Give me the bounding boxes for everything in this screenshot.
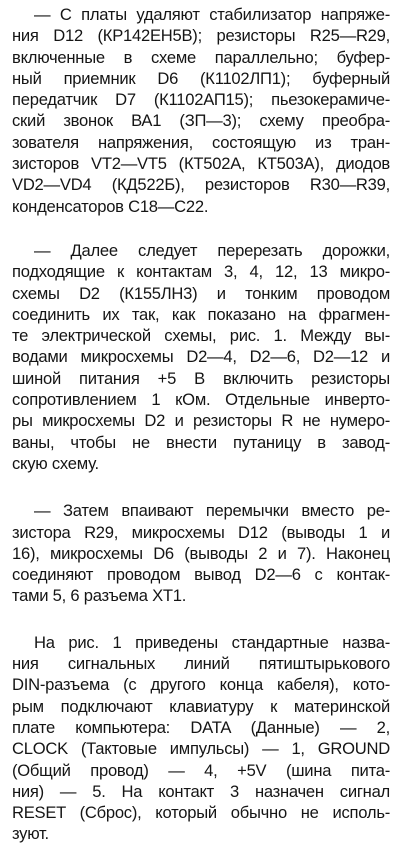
- text-line: ваны, чтобы не внести путаницу в завод-: [12, 432, 390, 452]
- text-line: конденсаторов С18—С22.: [12, 196, 209, 216]
- text-line: ский звонок ВА1 (ЗП—3); схему преобра-: [12, 111, 390, 131]
- paragraph-removed-components: [12, 4, 390, 217]
- article-page: [12, 4, 390, 845]
- text-line: те электрической схемы, рис. 1. Между вы-: [12, 326, 390, 346]
- paragraph-spacer: [12, 474, 390, 500]
- text-line: передатчик D7 (К1102АП15); пьезокерамиче-: [12, 90, 390, 110]
- text-line: (Общий провод) — 4, +5V (шина пита-: [12, 760, 390, 780]
- text-line: зователя напряжения, состоящую из тран-: [12, 132, 390, 152]
- text-line: — Затем впаивают перемычки вместо ре-: [34, 501, 390, 521]
- text-line: шиной питания +5 В включить резисторы: [12, 368, 390, 388]
- text-line: схемы D2 (К155ЛН3) и тонким проводом: [12, 283, 390, 303]
- text-line: ния D12 (КР142ЕН5В); резисторы R25—R29,: [12, 26, 390, 46]
- text-line: ный приемник D6 (К1102ЛП1); буферный: [12, 68, 390, 88]
- text-line: — Далее следует перерезать дорожки,: [34, 240, 390, 260]
- text-line: зистора R29, микросхемы D12 (выводы 1 и: [12, 522, 390, 542]
- paragraph-jumpers: [12, 500, 390, 606]
- text-line: CLOCK (Тактовые импульсы) — 1, GROUND: [12, 739, 390, 759]
- text-line: VD2—VD4 (КД522Б), резисторов R30—R39,: [12, 175, 390, 195]
- text-line: зисторов VT2—VT5 (КТ502А, КТ503А), диодов: [12, 154, 390, 174]
- paragraph-spacer: [12, 607, 390, 632]
- text-line: На рис. 1 приведены стандартные назва-: [34, 632, 390, 652]
- text-line: 16), микросхемы D6 (выводы 2 и 7). Наконец: [12, 543, 390, 563]
- text-line: подходящие к контактам 3, 4, 12, 13 микро-: [12, 262, 390, 282]
- text-line: — С платы удаляют стабилизатор напряже-: [34, 5, 390, 24]
- text-line: ния сигнальных линий пятиштырькового: [12, 654, 390, 674]
- paragraph-spacer: [12, 217, 390, 240]
- text-line: соединяют проводом вывод D2—6 с контак-: [12, 565, 390, 585]
- text-line: плате компьютера: DATA (Данные) — 2,: [12, 717, 390, 737]
- paragraph-din-connector: [12, 632, 390, 845]
- text-line: ния) — 5. На контакт 3 назначен сигнал: [12, 781, 390, 801]
- text-line: включенные в схеме параллельно; буфер-: [12, 47, 390, 67]
- text-line: DIN-разъема (с другого конца кабеля), кото-: [12, 675, 390, 695]
- text-line: зуют.: [12, 824, 49, 844]
- text-line: ры микросхемы D2 и резисторы R не нумеро-: [12, 411, 390, 431]
- paragraph-cut-traces: [12, 240, 390, 474]
- text-line: тами 5, 6 разъема ХТ1.: [12, 586, 187, 606]
- text-line: рым подключают клавиатуру к материнской: [12, 696, 390, 716]
- text-line: скую схему.: [12, 453, 99, 473]
- text-line: RESET (Сброс), который обычно не исполь-: [12, 803, 390, 823]
- text-line: соединить их так, как показано на фрагмен-: [12, 304, 390, 324]
- text-line: сопротивлением 1 кОм. Отдельные инверто-: [12, 390, 390, 410]
- text-line: водами микросхемы D2—4, D2—6, D2—12 и: [12, 347, 390, 367]
